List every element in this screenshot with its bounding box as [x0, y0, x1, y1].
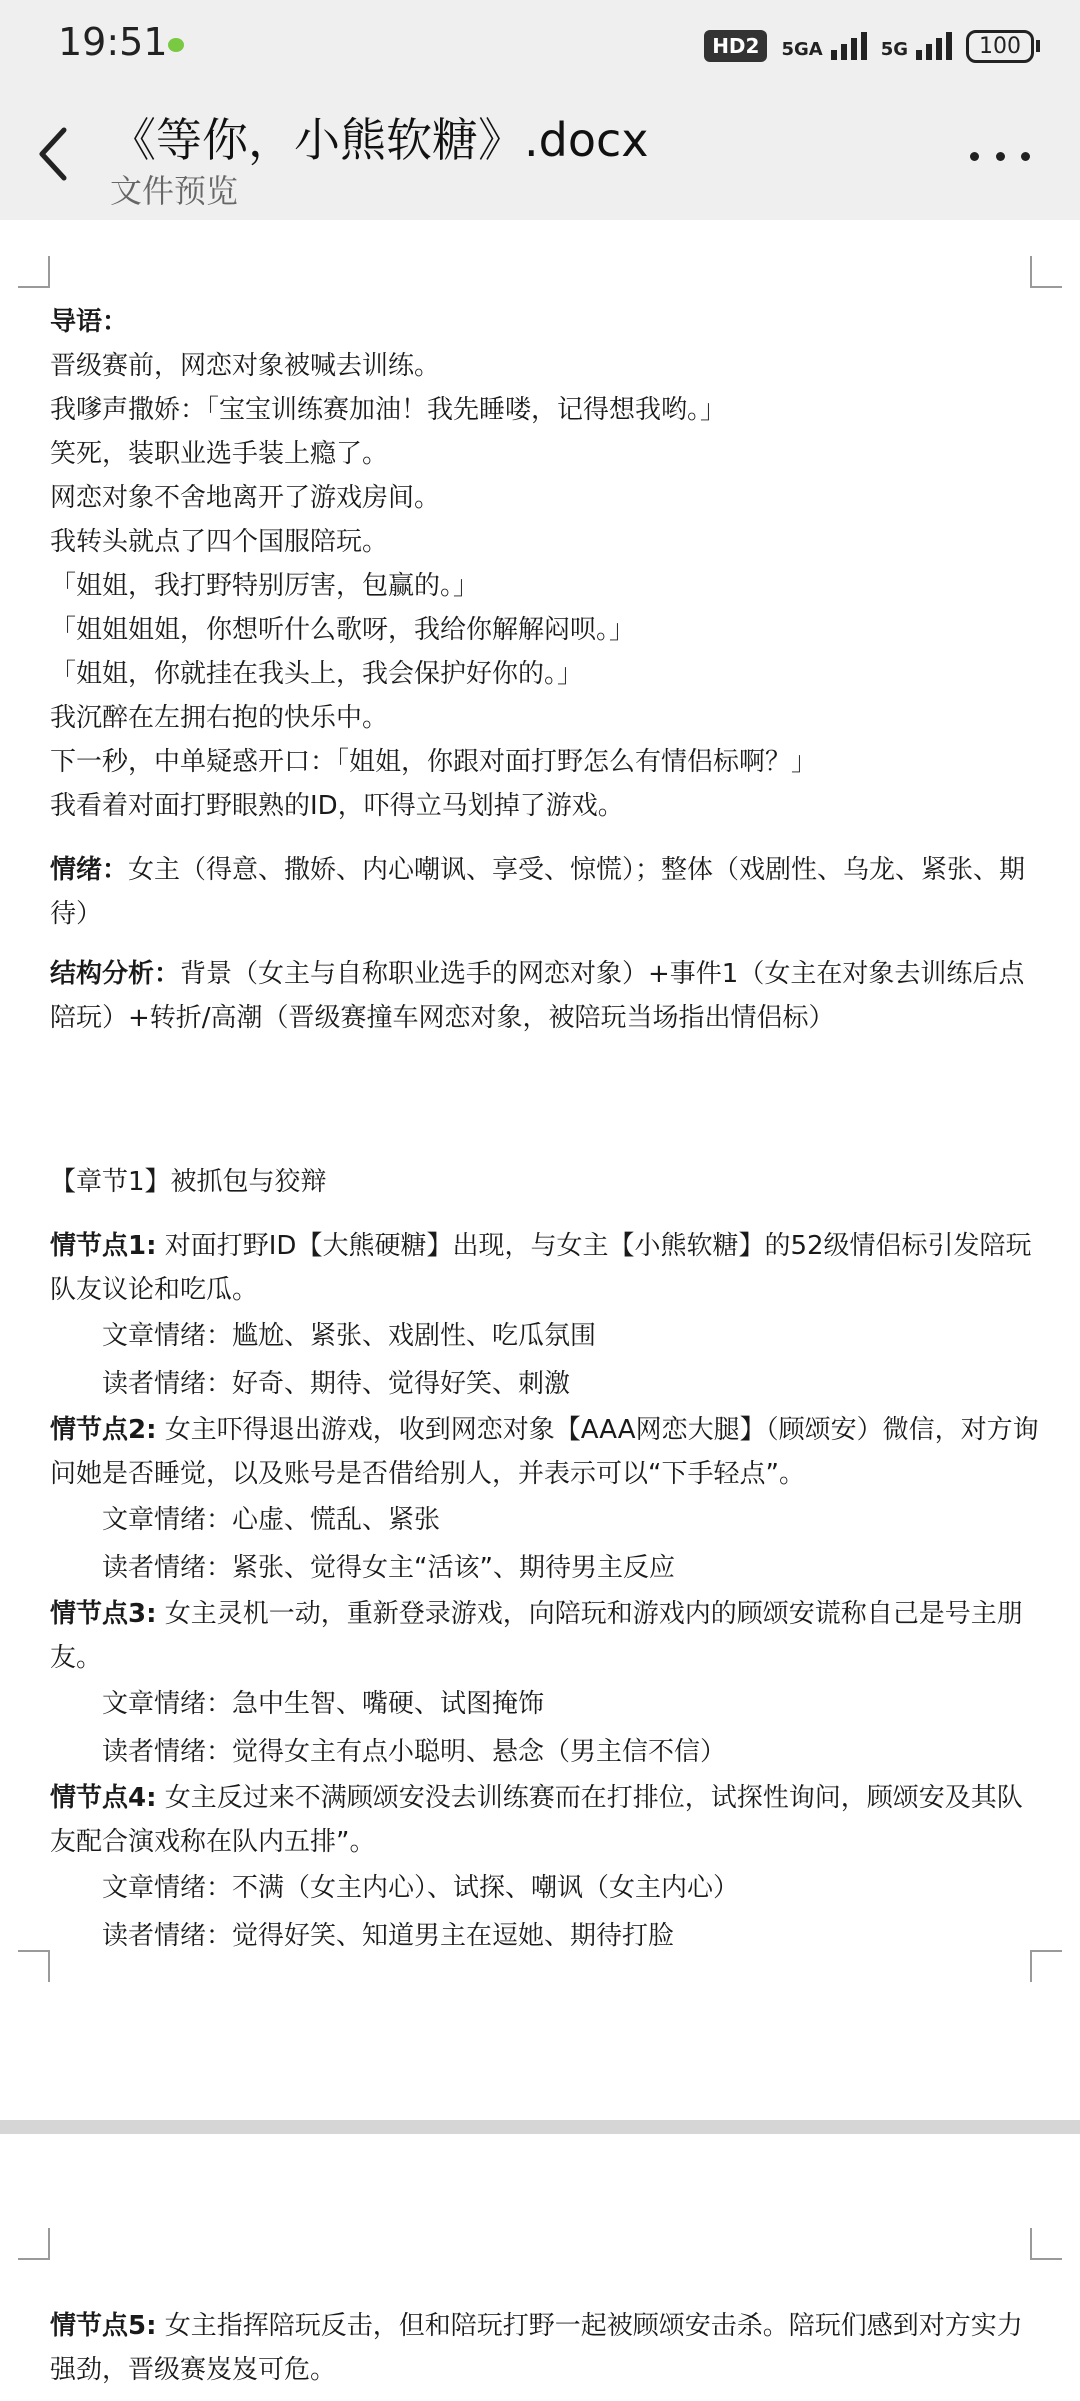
document-title: 《等你，小熊软糖》.docx — [110, 113, 649, 167]
more-options-button[interactable] — [970, 146, 1030, 166]
document-body — [50, 300, 1040, 1960]
intro-line: 我看着对面打野眼熟的ID，吓得立马划掉了游戏。 — [50, 791, 624, 821]
wechat-notification-icon — [168, 38, 184, 52]
intro-line: 晋级赛前，网恋对象被喊去训练。 — [50, 351, 441, 381]
plot-label: 情节点5: — [50, 2311, 157, 2341]
plot-text: 女主灵机一动，重新登录游戏，向陪玩和游戏内的顾颂安谎称自己是号主朋友。 — [50, 1599, 1023, 1673]
status-time: 19:51 — [58, 20, 168, 64]
plot-point — [50, 1408, 1040, 1496]
document-subtitle: 文件预览 — [110, 172, 239, 210]
net1-label: 5GA — [781, 39, 823, 60]
emotion-paragraph — [50, 848, 1040, 936]
article-emotion: 文章情绪：心虚、慌乱、紧张 — [102, 1505, 441, 1535]
battery-tip — [1036, 40, 1040, 52]
reader-emotion: 读者情绪：觉得女主有点小聪明、悬念（男主信不信） — [102, 1737, 727, 1767]
plot-point — [50, 1592, 1040, 1680]
emotion-label: 情绪： — [50, 855, 129, 885]
plot-text: 女主反过来不满顾颂安没去训练赛而在打排位，试探性询问，顾颂安及其队友配合演戏称在队内五排”。 — [50, 1783, 1023, 1857]
status-bar — [0, 0, 1080, 90]
article-emotion: 文章情绪：尴尬、紧张、戏剧性、吃瓜氛围 — [102, 1321, 597, 1351]
plot-label: 情节点3: — [50, 1599, 157, 1629]
more-dot-icon — [996, 152, 1005, 161]
plot-text: 女主吓得退出游戏，收到网恋对象【AAA网恋大腿】（顾颂安）微信，对方询问她是否睡觉，以及账号是否借给别人，并表示可以“下手轻点”。 — [50, 1415, 1039, 1489]
reader-emotion: 读者情绪：觉得好笑、知道男主在逗她、期待打脸 — [102, 1921, 675, 1951]
document-page-1[interactable] — [0, 220, 1080, 2120]
intro-line: 我转头就点了四个国服陪玩。 — [50, 527, 389, 557]
intro-line: 笑死，装职业选手装上瘾了。 — [50, 439, 389, 469]
status-icons — [704, 24, 1040, 68]
document-page-2[interactable] — [0, 2134, 1080, 2401]
battery-icon: 100 — [966, 30, 1034, 63]
chapter-title: 【章节1】被抓包与狡辩 — [50, 1167, 327, 1197]
back-button[interactable] — [30, 122, 80, 186]
plot-text: 女主指挥陪玩反击，但和陪玩打野一起被顾颂安击杀。陪玩们感到对方实力强劲，晋级赛岌岌可危。 — [50, 2311, 1023, 2385]
more-dot-icon — [970, 152, 979, 161]
signal-5ga-icon — [781, 32, 866, 60]
page-corner-mark — [18, 256, 50, 288]
page-corner-mark — [1030, 256, 1062, 288]
intro-line: 网恋对象不舍地离开了游戏房间。 — [50, 483, 441, 513]
signal-5g-icon — [881, 32, 952, 60]
intro-line: 我嗲声撒娇：「宝宝训练赛加油！我先睡喽，记得想我哟。」 — [50, 395, 727, 425]
plot-label: 情节点1: — [50, 1231, 157, 1261]
structure-paragraph — [50, 952, 1040, 1040]
intro-line: 「姐姐，你就挂在我头上，我会保护好你的。」 — [50, 659, 584, 689]
chevron-left-icon — [30, 122, 80, 186]
hd-voice-badge: HD2 — [704, 30, 767, 62]
intro-line: 我沉醉在左拥右抱的快乐中。 — [50, 703, 389, 733]
intro-line: 「姐姐，我打野特别厉害，包赢的。」 — [50, 571, 480, 601]
reader-emotion: 读者情绪：紧张、觉得女主“活该”、期待男主反应 — [102, 1553, 675, 1583]
plot-point — [50, 2304, 1040, 2392]
net2-label: 5G — [880, 39, 908, 60]
structure-text: 背景（女主与自称职业选手的网恋对象）+事件1（女主在对象去训练后点陪玩）+转折/高潮（晋级赛撞车网恋对象，被陪玩当场指出情侣标） — [50, 959, 1025, 1033]
intro-line: 「姐姐姐姐，你想听什么歌呀，我给你解解闷呗。」 — [50, 615, 636, 645]
plot-point — [50, 1776, 1040, 1864]
structure-label: 结构分析： — [50, 959, 181, 989]
page-corner-mark — [18, 2228, 50, 2260]
plot-label: 情节点4: — [50, 1783, 157, 1813]
emotion-text: 女主（得意、撒娇、内心嘲讽、享受、惊慌）；整体（戏剧性、乌龙、紧张、期待） — [50, 855, 1026, 929]
reader-emotion: 读者情绪：好奇、期待、觉得好笑、刺激 — [102, 1369, 571, 1399]
plot-label: 情节点2: — [50, 1415, 157, 1445]
article-emotion: 文章情绪：急中生智、嘴硬、试图掩饰 — [102, 1689, 545, 1719]
document-body-2 — [50, 2304, 1040, 2392]
more-dot-icon — [1021, 152, 1030, 161]
plot-point — [50, 1224, 1040, 1312]
page-corner-mark — [18, 1950, 50, 1982]
page-separator — [0, 2120, 1080, 2134]
header-bar — [0, 90, 1080, 220]
article-emotion: 文章情绪：不满（女主内心）、试探、嘲讽（女主内心） — [102, 1873, 740, 1903]
intro-line: 下一秒，中单疑惑开口：「姐姐，你跟对面打野怎么有情侣标啊？」 — [50, 747, 818, 777]
intro-label: 导语： — [50, 307, 129, 337]
page-corner-mark — [1030, 2228, 1062, 2260]
plot-text: 对面打野ID【大熊硬糖】出现，与女主【小熊软糖】的52级情侣标引发陪玩队友议论和吃瓜。 — [50, 1231, 1032, 1305]
